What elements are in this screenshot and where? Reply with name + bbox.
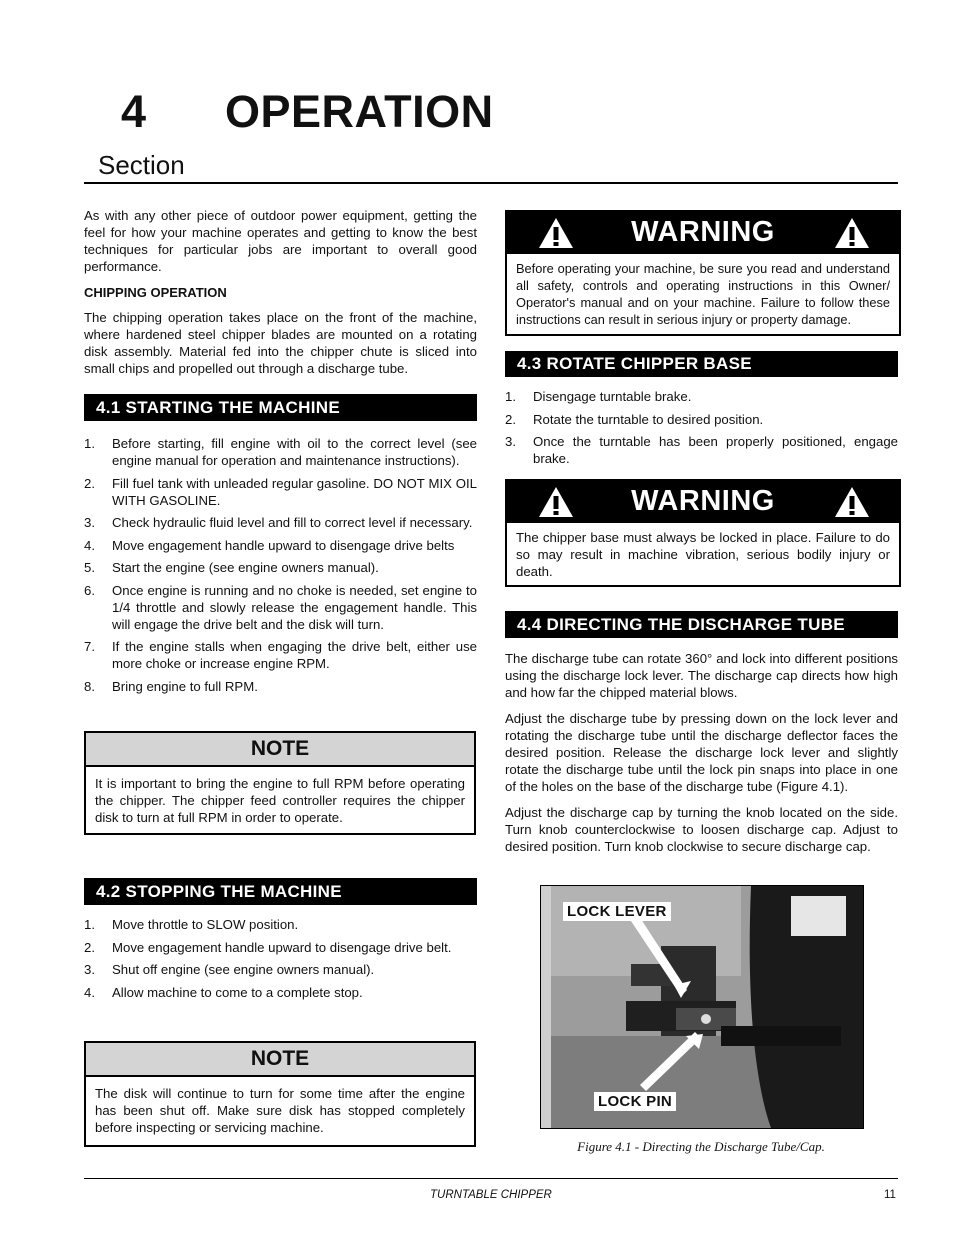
step-text: Shut off engine (see engine owners manual). — [112, 962, 375, 977]
warning-header — [507, 481, 899, 523]
step-number: 3. — [505, 434, 516, 449]
step-number: 3. — [84, 515, 95, 530]
note-title: NOTE — [86, 733, 474, 767]
step-number: 4. — [84, 537, 95, 553]
list-item — [84, 514, 477, 531]
step-number: 4. — [84, 984, 95, 1000]
note-box-2 — [84, 1041, 476, 1147]
figure-photo — [540, 885, 864, 1129]
list-item — [84, 678, 477, 695]
section-4-4-header: 4.4 DIRECTING THE DISCHARGE TUBE — [505, 611, 898, 638]
warning-header — [507, 212, 899, 254]
chapter-name: OPERATION — [225, 86, 494, 137]
lock-pin-label: LOCK PIN — [594, 1092, 676, 1111]
note-text: It is important to bring the engine to full RPM before operating the chipper. The chipper feed controller requires the chipper disk to turn at full RPM in order to operate. — [95, 776, 465, 825]
list-item — [505, 433, 898, 467]
list-item — [84, 961, 477, 978]
figure-caption: Figure 4.1 - Directing the Discharge Tube/Cap. — [577, 1139, 825, 1154]
chipping-heading: CHIPPING OPERATION — [84, 285, 227, 300]
step-text: Start the engine (see engine owners manual). — [112, 560, 379, 575]
footer-rule — [84, 1178, 898, 1179]
step-text: Fill fuel tank with unleaded regular gasoline. DO NOT MIX OIL WITH GASOLINE. — [112, 475, 477, 508]
list-item — [84, 638, 477, 672]
step-text: Allow machine to come to a complete stop. — [112, 984, 363, 1000]
discharge-paragraph-1: The discharge tube can rotate 360° and lock into different positions using the discharge lock lever. The discharge cap directs how high and how far the chipped material blows. — [505, 651, 898, 700]
list-item — [84, 916, 477, 933]
step-number: 2. — [505, 411, 516, 427]
list-item — [84, 537, 477, 554]
note-box-1 — [84, 731, 476, 835]
footer-title: TURNTABLE CHIPPER — [430, 1189, 552, 1201]
discharge-paragraph-3: Adjust the discharge cap by turning the knob located on the side. Turn knob counterclockwise to loosen discharge cap. Adjust to desired position. Turn knob clockwise to secure discharge cap. — [505, 805, 898, 854]
note-text: The disk will continue to turn for some time after the engine has been shut off. Make sure disk has stopped completely before inspecting or servicing machine. — [95, 1086, 465, 1135]
chapter-title — [121, 86, 494, 138]
step-number: 2. — [84, 939, 95, 955]
step-number: 3. — [84, 962, 95, 977]
step-number: 8. — [84, 678, 95, 694]
step-text: Before starting, fill engine with oil to the correct level (see engine manual for operation and maintenance instructions). — [112, 436, 477, 468]
intro-paragraph: As with any other piece of outdoor power equipment, getting the feel for how your machine operates and getting to know the best techniques for particular jobs are important to overall good performance. — [84, 208, 477, 274]
section-label: Section — [98, 150, 185, 180]
warning-box-2 — [505, 479, 901, 587]
list-item — [505, 388, 898, 405]
warning-text: The chipper base must always be locked in place. Failure to do so may result in machine vibration, serious bodily injury or death. — [516, 530, 890, 579]
step-text: Rotate the turntable to desired position. — [533, 411, 764, 427]
discharge-text-block — [505, 650, 898, 863]
step-number: 6. — [84, 582, 95, 598]
chapter-number: 4 — [121, 86, 147, 137]
warning-triangle-icon — [833, 485, 871, 519]
section-4-2-header: 4.2 STOPPING THE MACHINE — [84, 878, 477, 905]
step-number: 2. — [84, 475, 95, 491]
warning-title: WARNING — [631, 485, 775, 517]
starting-steps-list — [84, 435, 477, 700]
step-text: Bring engine to full RPM. — [112, 678, 258, 694]
list-item — [84, 475, 477, 509]
step-number: 5. — [84, 560, 95, 575]
note-title: NOTE — [86, 1043, 474, 1077]
step-text: Move throttle to SLOW position. — [112, 917, 299, 932]
step-text: Move engagement handle upward to disengage drive belts — [112, 537, 455, 553]
step-number: 7. — [84, 639, 95, 654]
chipping-paragraph: The chipping operation takes place on the front of the machine, where hardened steel chipper blades are mounted on a rotating disk assembly. Material fed into the chipper chute is sliced into small chips and propelled out through a discharge tube. — [84, 310, 477, 376]
step-number: 1. — [84, 436, 95, 451]
list-item — [84, 582, 477, 633]
discharge-paragraph-2: Adjust the discharge tube by pressing down on the lock lever and rotating the discharge tube until the discharge deflector faces the desired position. Release the discharge lock lever and slightly rotate the discharge tube until the lock pin snaps into place in one of the holes on the base of the discharge tube (Figure 4.1). — [505, 711, 898, 794]
list-item — [84, 559, 477, 576]
list-item — [84, 939, 477, 956]
section-4-3-header: 4.3 ROTATE CHIPPER BASE — [505, 351, 898, 377]
list-item — [84, 984, 477, 1001]
step-text: Once the turntable has been properly positioned, engage brake. — [533, 434, 898, 466]
stopping-steps-list — [84, 916, 477, 1006]
step-text: Once engine is running and no choke is needed, set engine to 1/4 throttle and slowly release the engagement handle. This will engage the drive belt and the disk will turn. — [112, 582, 477, 632]
list-item — [505, 411, 898, 428]
warning-box-1 — [505, 210, 901, 336]
warning-triangle-icon — [833, 216, 871, 250]
list-item — [84, 435, 477, 469]
step-text: Move engagement handle upward to disengage drive belt. — [112, 939, 452, 955]
step-number: 1. — [84, 917, 95, 932]
rotate-steps-list — [505, 388, 898, 473]
step-text: Check hydraulic fluid level and fill to correct level if necessary. — [112, 515, 473, 530]
warning-text: Before operating your machine, be sure you read and understand all safety, controls and operating instructions in this Owner/ Operator's manual and on your machine. Failure to follow these instructions can result in serious injury or property damage. — [516, 261, 890, 327]
step-number: 1. — [505, 389, 516, 404]
header-rule — [84, 182, 898, 184]
step-text: Disengage turntable brake. — [533, 389, 692, 404]
intro-block — [84, 207, 477, 385]
step-text: If the engine stalls when engaging the drive belt, either use more choke or increase engine RPM. — [112, 639, 477, 671]
page-number: 11 — [884, 1189, 896, 1201]
warning-title: WARNING — [631, 216, 775, 248]
lock-lever-label: LOCK LEVER — [563, 902, 671, 921]
section-4-1-header: 4.1 STARTING THE MACHINE — [84, 394, 477, 421]
